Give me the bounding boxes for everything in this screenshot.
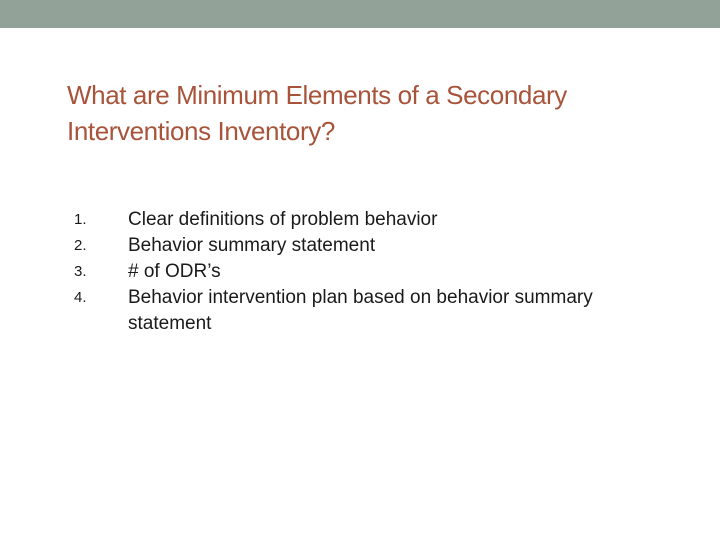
list-item-text: # of ODR’s [128, 261, 221, 282]
list-item-text: Clear definitions of problem behavior [128, 209, 438, 230]
slide-title-line-1: What are Minimum Elements of a Secondary [67, 80, 567, 110]
list-item-number: 3. [74, 263, 87, 280]
list-item [74, 233, 674, 259]
list-item-text: Behavior intervention plan based on behavior summary statement [128, 287, 593, 334]
list-item [74, 285, 674, 337]
list-item [74, 207, 674, 233]
top-accent-band [0, 0, 720, 28]
slide-title-line-2: Interventions Inventory? [67, 116, 335, 146]
list-item-text: Behavior summary statement [128, 235, 376, 256]
list-item [74, 259, 674, 285]
list-item-number: 4. [74, 289, 87, 306]
slide-title [67, 77, 687, 149]
numbered-list [74, 207, 674, 337]
list-item-number: 1. [74, 211, 87, 228]
list-item-number: 2. [74, 237, 87, 254]
